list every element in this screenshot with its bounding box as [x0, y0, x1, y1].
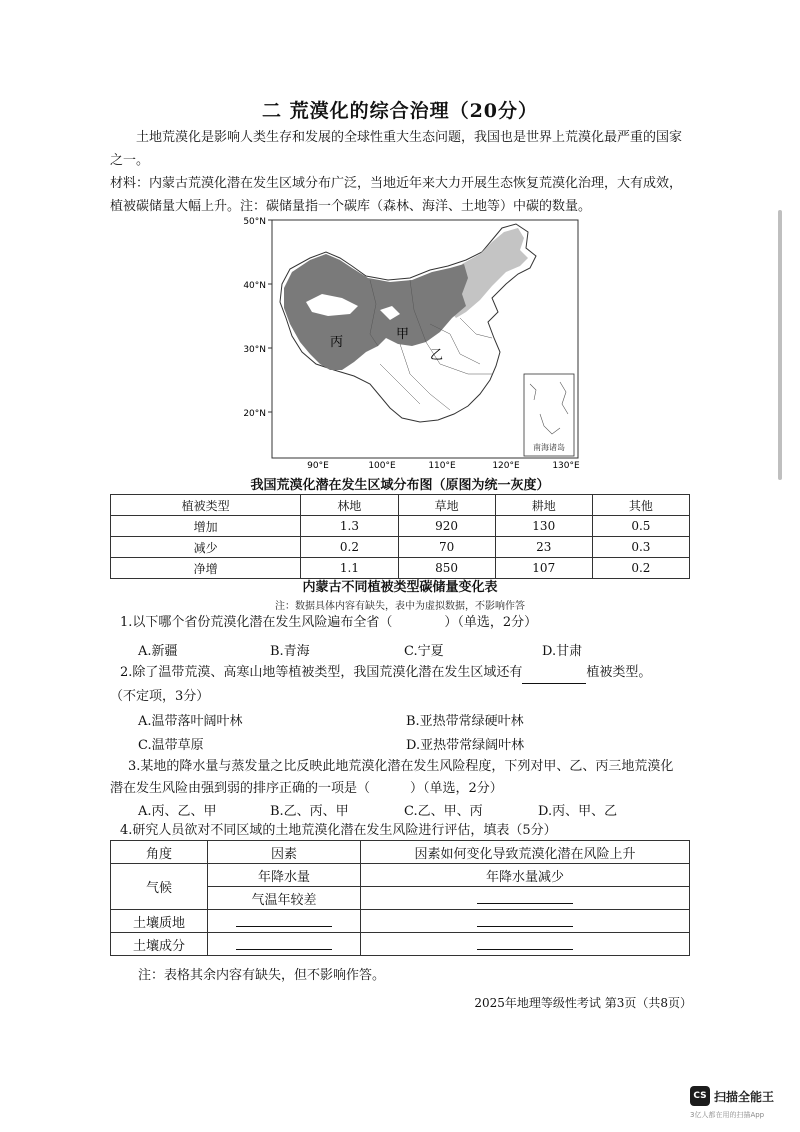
table-cell-climate: 气候: [111, 864, 208, 910]
question-3: [110, 756, 686, 800]
answer-blank[interactable]: [236, 935, 332, 950]
table-row: [111, 910, 690, 933]
q3-options: [138, 800, 698, 820]
table-cell: [361, 933, 690, 956]
table-row: [111, 516, 690, 537]
table-cell: 年降水量: [208, 864, 361, 887]
inset-label: 南海诸岛: [533, 443, 565, 452]
place-label-jia: 甲: [396, 327, 410, 342]
q2-options-row1: [138, 710, 698, 730]
table-caption: 内蒙古不同植被类型碳储量变化表: [302, 580, 498, 595]
watermark-name: 扫描全能王: [714, 1090, 775, 1104]
table-cell: 107: [495, 558, 592, 579]
q1-option-b[interactable]: B.青海: [270, 644, 310, 659]
q2-option-a[interactable]: A.温带落叶阔叶林: [138, 714, 243, 729]
scrollbar[interactable]: [778, 210, 782, 480]
question-2: [120, 662, 694, 684]
table-header-cell: 耕地: [495, 495, 592, 516]
table-header-row: [111, 495, 690, 516]
carbon-table: [110, 494, 690, 579]
section-title: 二 荒漠化的综合治理（20分）: [261, 100, 539, 122]
table-row: [111, 864, 690, 887]
lon-label: 90°E: [307, 461, 329, 471]
lat-label: 50°N: [243, 217, 266, 227]
table-cell: 70: [398, 537, 495, 558]
map-figure: [230, 214, 590, 474]
table-cell: 减少: [111, 537, 301, 558]
place-label-yi: 乙: [430, 348, 444, 363]
q1-option-c[interactable]: C.宁夏: [404, 644, 444, 659]
table-note: 注：表格其余内容有缺失，但不影响作答。: [138, 968, 386, 983]
assessment-table: [110, 840, 690, 956]
lat-label: 20°N: [243, 409, 266, 419]
map-caption: 我国荒漠化潜在发生区域分布图（原图为统一灰度）: [250, 478, 550, 493]
table-header-cell: 因素: [208, 841, 361, 864]
q3-stem: 3.某地的降水量与蒸发量之比反映此地荒漠化潜在发生风险程度，下列对甲、乙、丙三地荒漠化潜在发生风险由强到弱的排序正确的一项是（: [110, 759, 674, 796]
table-header-cell: 林地: [301, 495, 398, 516]
table-cell: 0.2: [301, 537, 398, 558]
q1-options: [138, 640, 698, 660]
table-cell: 920: [398, 516, 495, 537]
table-cell: 0.5: [592, 516, 689, 537]
table-cell: 气温年较差: [208, 887, 361, 910]
table-cell: [208, 933, 361, 956]
page-footer: 2025年地理等级性考试 第3页（共8页）: [474, 996, 692, 1010]
q1-stem: 1.以下哪个省份荒漠化潜在发生风险遍布全省（: [120, 615, 393, 630]
table-note: 注：数据具体内容有缺失，表中为虚拟数据，不影响作答: [275, 601, 525, 612]
table-cell: 0.3: [592, 537, 689, 558]
watermark-tagline: 3亿人都在用的扫描App: [690, 1111, 765, 1119]
lat-label: 30°N: [243, 345, 266, 355]
place-label-bing: 丙: [330, 335, 344, 350]
q1-option-a[interactable]: A.新疆: [138, 644, 178, 659]
q3-option-a[interactable]: A.丙、乙、甲: [138, 804, 217, 819]
lon-label: 120°E: [492, 461, 520, 471]
desertification-map: [230, 214, 590, 474]
answer-blank[interactable]: [477, 889, 573, 904]
table-header-cell: 植被类型: [111, 495, 301, 516]
table-header-cell: 其他: [592, 495, 689, 516]
q2-option-d[interactable]: D.亚热带常绿阔叶林: [406, 738, 525, 753]
q3-option-b[interactable]: B.乙、丙、甲: [270, 804, 349, 819]
table-cell: 850: [398, 558, 495, 579]
table-cell: 1.3: [301, 516, 398, 537]
lon-label: 130°E: [552, 461, 580, 471]
table-cell: 0.2: [592, 558, 689, 579]
q2-options-row2: [138, 734, 698, 754]
table-row: [111, 933, 690, 956]
q2-note: （不定项，3分）: [110, 689, 210, 704]
table-header-cell: 草地: [398, 495, 495, 516]
lon-label: 110°E: [428, 461, 456, 471]
question-4: 4.研究人员欲对不同区域的土地荒漠化潜在发生风险进行评估，填表（5分）: [120, 823, 557, 838]
table-cell: 增加: [111, 516, 301, 537]
table-header-cell: 角度: [111, 841, 208, 864]
table-cell: 1.1: [301, 558, 398, 579]
table-header-cell: 因素如何变化导致荒漠化潜在风险上升: [361, 841, 690, 864]
q3-option-c[interactable]: C.乙、甲、丙: [404, 804, 483, 819]
q3-stem-end: ）（单选，2分）: [410, 781, 503, 796]
lon-label: 100°E: [368, 461, 396, 471]
camscanner-logo-icon: CS: [690, 1086, 710, 1106]
table-cell: 土壤成分: [111, 933, 208, 956]
answer-blank[interactable]: [477, 912, 573, 927]
lat-label: 40°N: [243, 281, 266, 291]
table-cell: [208, 910, 361, 933]
answer-blank[interactable]: [477, 935, 573, 950]
q3-option-d[interactable]: D.丙、甲、乙: [538, 804, 618, 819]
q2-stem-end: 植被类型。: [586, 665, 652, 680]
table-cell: 年降水量减少: [361, 864, 690, 887]
intro-paragraph: 土地荒漠化是影响人类生存和发展的全球性重大生态问题，我国也是世界上荒漠化最严重的国家之一。: [110, 130, 683, 168]
table-cell: 土壤质地: [111, 910, 208, 933]
q1-stem-end: ）（单选，2分）: [444, 615, 538, 630]
table-header-row: [111, 841, 690, 864]
q2-blank[interactable]: [522, 669, 586, 684]
q2-option-c[interactable]: C.温带草原: [138, 738, 204, 753]
answer-blank[interactable]: [236, 912, 332, 927]
q2-stem: 2.除了温带荒漠、高寒山地等植被类型，我国荒漠化潜在发生区域还有: [120, 665, 523, 680]
material-paragraph: 材料：内蒙古荒漠化潜在发生区域分布广泛，当地近年来大力开展生态恢复荒漠化治理，大有成效，植被碳储量大幅上升。注：碳储量指一个碳库（森林、海洋、土地等）中碳的数量。: [110, 176, 683, 214]
table-cell: 130: [495, 516, 592, 537]
table-cell: [361, 910, 690, 933]
q2-option-b[interactable]: B.亚热带常绿硬叶林: [406, 714, 524, 729]
table-cell: 净增: [111, 558, 301, 579]
table-cell: 23: [495, 537, 592, 558]
q1-option-d[interactable]: D.甘肃: [542, 644, 583, 659]
question-1: [120, 612, 700, 634]
table-cell: [361, 887, 690, 910]
table-row: [111, 537, 690, 558]
